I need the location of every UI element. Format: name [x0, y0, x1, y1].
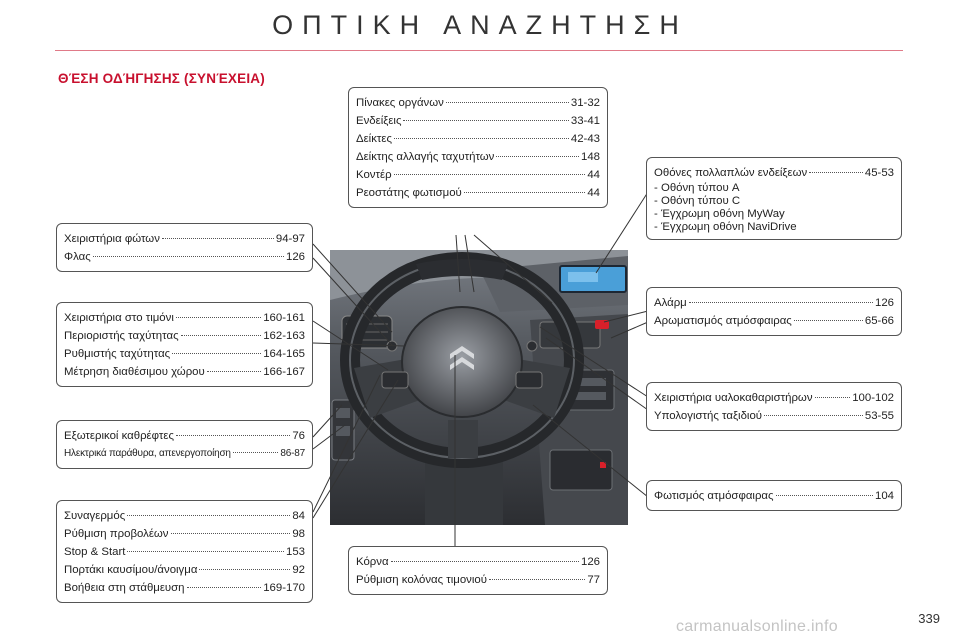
callout-row: Υπολογιστής ταξιδιού 53-55 [654, 410, 894, 422]
dashboard-illustration [330, 250, 628, 525]
hazard-button [595, 320, 609, 329]
steering-controls-callout [56, 302, 313, 387]
callout-row: Ηλεκτρικά παράθυρα, απενεργοποίηση 86-87 [64, 448, 305, 459]
horn-callout [348, 546, 608, 595]
screens-callout [646, 157, 902, 240]
callout-row: - Έγχρωμη οθόνη MyWay [654, 208, 785, 220]
ambient-lighting-callout [646, 480, 902, 511]
dashboard-photo [330, 250, 628, 525]
callout-row: Περιοριστής ταχύτητας 162-163 [64, 330, 305, 342]
callout-row: Ρυθμιστής ταχύτητας 164-165 [64, 348, 305, 360]
callout-row: Αλάρμ 126 [654, 297, 894, 309]
callout-row: Κόρνα 126 [356, 556, 600, 568]
instruments-callout [348, 87, 608, 208]
callout-row: Φλας 126 [64, 251, 305, 263]
callout-row: Βοήθεια στη στάθμευση 169-170 [64, 582, 305, 594]
callout-row: Οθόνες πολλαπλών ενδείξεων 45-53 [654, 167, 894, 179]
callout-row: Κοντέρ 44 [356, 169, 600, 181]
callout-row: - Έγχρωμη οθόνη NaviDrive [654, 221, 797, 233]
callout-row: Δείκτες 42-43 [356, 133, 600, 145]
callout-row: Συναγερμός 84 [64, 510, 305, 522]
callout-row: Χειριστήρια φώτων 94-97 [64, 233, 305, 245]
alarm-callout [646, 287, 902, 336]
callout-row: Ρύθμιση κολόνας τιμονιού 77 [356, 574, 600, 586]
callout-row: Φωτισμός ατμόσφαιρας 104 [654, 490, 894, 502]
callout-row: Stop & Start 153 [64, 546, 305, 558]
parking-callout [56, 500, 313, 603]
callout-row: Ρύθμιση προβολέων 98 [64, 528, 305, 540]
callout-row: Ενδείξεις 33-41 [356, 115, 600, 127]
callout-row: - Οθόνη τύπου C [654, 195, 741, 207]
lights-callout [56, 223, 313, 272]
mirrors-callout [56, 420, 313, 469]
title-divider [55, 50, 903, 51]
page-number: 339 [918, 611, 940, 626]
callout-row: Χειριστήρια υαλοκαθαριστήρων 100-102 [654, 392, 894, 404]
callout-row: Δείκτης αλλαγής ταχυτήτων 148 [356, 151, 600, 163]
callout-row: Αρωματισμός ατμόσφαιρας 65-66 [654, 315, 894, 327]
wipers-callout [646, 382, 902, 431]
callout-row: Μέτρηση διαθέσιμου χώρου 166-167 [64, 366, 305, 378]
callout-row: Πορτάκι καυσίμου/άνοιγμα 92 [64, 564, 305, 576]
page-title: ΟΠΤΙΚΗ ΑΝΑΖΗΤΗΣΗ [272, 10, 688, 40]
watermark: carmanualsonline.info [676, 618, 838, 635]
callout-row: Χειριστήρια στο τιμόνι 160-161 [64, 312, 305, 324]
callout-row: Πίνακες οργάνων 31-32 [356, 97, 600, 109]
section-heading: ΘΈΣΗ ΟΔΉΓΗΣΗΣ (ΣΥΝΈΧΕΙΑ) [58, 71, 265, 86]
callout-row: Εξωτερικοί καθρέφτες 76 [64, 430, 305, 442]
callout-row: Ρεοστάτης φωτισμού 44 [356, 187, 600, 199]
callout-row: - Οθόνη τύπου A [654, 182, 740, 194]
